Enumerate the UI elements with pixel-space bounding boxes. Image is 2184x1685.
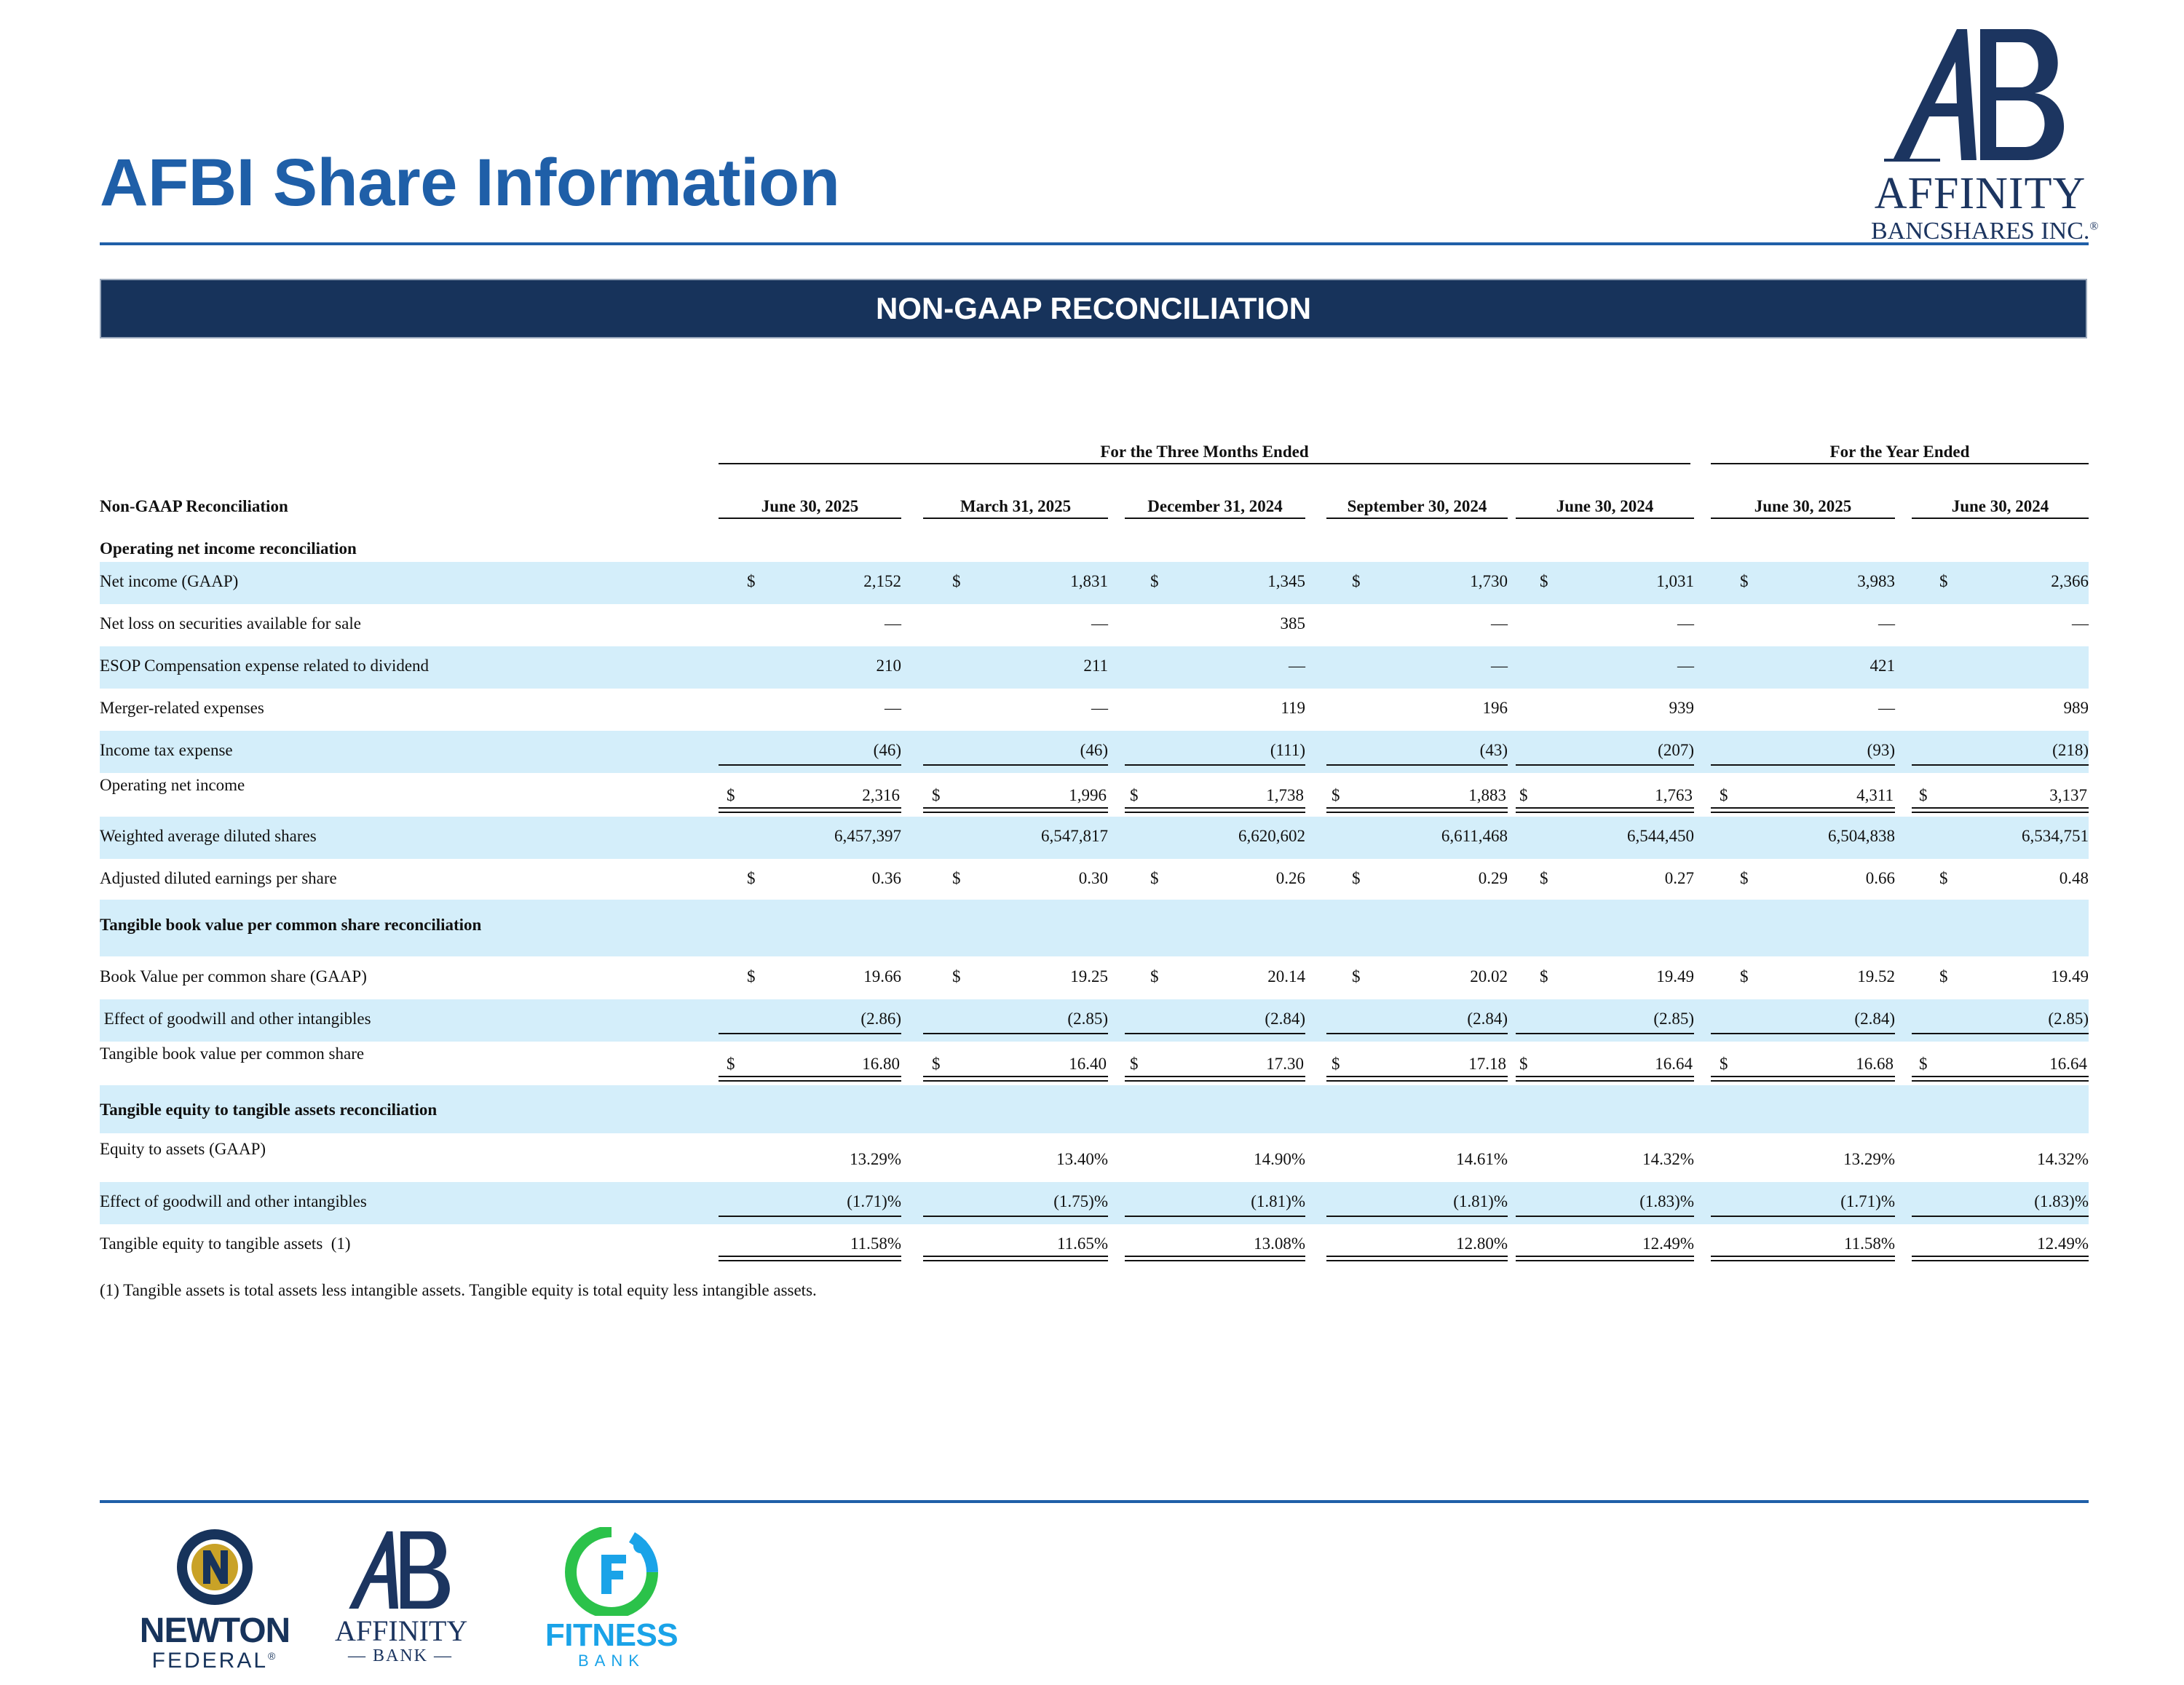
subtotal-underline xyxy=(719,1216,901,1217)
table-cell: 421 xyxy=(1870,657,1895,675)
currency-symbol: $ xyxy=(1919,1055,1928,1073)
total-underline xyxy=(923,1080,1108,1082)
table-cell: 13.40% xyxy=(1056,1150,1108,1168)
column-header: September 30, 2024 xyxy=(1347,497,1487,515)
table-cell: (111) xyxy=(1270,741,1305,759)
subtotal-underline xyxy=(923,764,1108,766)
affinity-bank-logo xyxy=(335,1527,466,1673)
subtotal-underline xyxy=(1125,764,1305,766)
total-underline xyxy=(719,1260,901,1261)
total-underline xyxy=(1326,1256,1508,1257)
table-cell: 0.29 xyxy=(1478,869,1508,887)
currency-symbol: $ xyxy=(1540,967,1548,986)
currency-symbol: $ xyxy=(1332,1055,1340,1073)
column-header: June 30, 2025 xyxy=(761,497,859,515)
subtotal-underline xyxy=(1912,1033,2089,1034)
newton-mark-icon xyxy=(127,1527,302,1607)
currency-symbol: $ xyxy=(1130,1055,1139,1073)
total-underline xyxy=(1711,807,1895,809)
table-cell: (2.86) xyxy=(860,1010,901,1028)
total-underline xyxy=(1326,807,1508,809)
total-underline xyxy=(1516,1080,1694,1082)
table-cell: 16.40 xyxy=(1069,1055,1107,1073)
row-label: Tangible equity to tangible assets (1) xyxy=(100,1234,351,1253)
total-underline xyxy=(923,1260,1108,1261)
row-header: Non-GAAP Reconciliation xyxy=(100,497,288,515)
total-underline xyxy=(1516,1256,1694,1257)
total-underline xyxy=(1516,812,1694,813)
total-underline xyxy=(1912,807,2089,809)
table-cell: (2.84) xyxy=(1265,1010,1305,1028)
table-cell: 14.32% xyxy=(2037,1150,2089,1168)
affinity-bank-name: AFFINITY xyxy=(335,1614,468,1647)
newton-federal-logo xyxy=(127,1527,302,1673)
page-title: AFBI Share Information xyxy=(100,146,840,220)
column-underline xyxy=(719,518,901,519)
currency-symbol: $ xyxy=(1540,572,1548,590)
table-cell: (1.71)% xyxy=(847,1192,901,1210)
table-cell: — xyxy=(1677,614,1694,633)
table-cell: 13.29% xyxy=(850,1150,901,1168)
table-cell: 14.90% xyxy=(1254,1150,1305,1168)
total-underline xyxy=(1711,1256,1895,1257)
row-label: Effect of goodwill and other intangibles xyxy=(100,1010,371,1028)
section-operating: Operating net income reconciliation xyxy=(100,539,357,558)
affinity-bank-monogram-icon xyxy=(335,1527,466,1613)
row-label: Operating net income xyxy=(100,776,245,794)
table-cell: 16.64 xyxy=(1655,1055,1693,1073)
subtotal-underline xyxy=(719,764,901,766)
total-underline xyxy=(1516,1260,1694,1261)
total-underline xyxy=(719,1080,901,1082)
subtotal-underline xyxy=(1326,1216,1508,1217)
table-cell: — xyxy=(1491,614,1508,633)
table-cell: 6,620,602 xyxy=(1238,827,1305,845)
table-cell: (2.84) xyxy=(1854,1010,1895,1028)
total-underline xyxy=(1125,1080,1305,1082)
table-cell: 11.65% xyxy=(1056,1234,1108,1253)
table-cell: 196 xyxy=(1482,699,1508,717)
subtotal-underline xyxy=(1125,1216,1305,1217)
table-cell: (2.85) xyxy=(1067,1010,1108,1028)
total-underline xyxy=(1326,1076,1508,1077)
logo-sub xyxy=(1871,218,2099,245)
table-cell: 1,345 xyxy=(1267,572,1305,590)
table-cell: 385 xyxy=(1280,614,1305,633)
table-cell: 19.49 xyxy=(1656,967,1694,986)
currency-symbol: $ xyxy=(1720,786,1728,804)
header-divider xyxy=(100,242,2089,245)
table-cell: 6,611,468 xyxy=(1441,827,1508,845)
table-cell: 119 xyxy=(1281,699,1305,717)
currency-symbol: $ xyxy=(1130,786,1139,804)
total-underline xyxy=(1711,1076,1895,1077)
newton-name: NEWTON xyxy=(139,1611,290,1650)
row-label: Net income (GAAP) xyxy=(100,572,239,590)
total-underline xyxy=(1912,1256,2089,1257)
total-underline xyxy=(1125,812,1305,813)
column-underline xyxy=(1516,518,1694,519)
row-label: ESOP Compensation expense related to dividend xyxy=(100,657,430,675)
total-underline xyxy=(1326,812,1508,813)
total-underline xyxy=(1912,1076,2089,1077)
table-cell: 1,031 xyxy=(1656,572,1694,590)
logo-reg: ® xyxy=(2089,220,2099,233)
total-underline xyxy=(1711,1260,1895,1261)
table-cell: 3,137 xyxy=(2049,786,2087,804)
currency-symbol: $ xyxy=(1352,869,1361,887)
table-cell: 6,544,450 xyxy=(1627,827,1694,845)
table-cell: 1,730 xyxy=(1470,572,1508,590)
currency-symbol: $ xyxy=(952,967,961,986)
row-label: Adjusted diluted earnings per share xyxy=(100,869,337,887)
table-cell: — xyxy=(885,614,901,633)
row-label: Net loss on securities available for sale xyxy=(100,614,361,633)
currency-symbol: $ xyxy=(747,967,756,986)
table-cell: — xyxy=(1878,614,1895,633)
table-cell: 1,738 xyxy=(1266,786,1304,804)
table-cell: 17.30 xyxy=(1266,1055,1304,1073)
total-underline xyxy=(1516,1076,1694,1077)
total-underline xyxy=(923,807,1108,809)
table-cell: 211 xyxy=(1083,657,1108,675)
total-underline xyxy=(719,1256,901,1257)
table-cell: 19.52 xyxy=(1857,967,1895,986)
table-cell: (2.85) xyxy=(1653,1010,1694,1028)
table-cell: 0.66 xyxy=(1865,869,1895,887)
table-cell: 2,316 xyxy=(862,786,900,804)
total-underline xyxy=(1326,1260,1508,1261)
total-underline xyxy=(1912,1080,2089,1082)
table-cell: 14.32% xyxy=(1642,1150,1694,1168)
row-label: Equity to assets (GAAP) xyxy=(100,1140,266,1158)
row-label: Merger-related expenses xyxy=(100,699,264,717)
subtotal-underline xyxy=(1125,1033,1305,1034)
table-cell: 12.49% xyxy=(2037,1234,2089,1253)
table-cell: 12.49% xyxy=(1642,1234,1694,1253)
subtotal-underline xyxy=(1326,764,1508,766)
currency-symbol: $ xyxy=(1519,1055,1528,1073)
table-cell: 0.26 xyxy=(1275,869,1305,887)
subtotal-underline xyxy=(1516,764,1694,766)
section-banner: NON-GAAP RECONCILIATION xyxy=(100,279,2087,338)
currency-symbol: $ xyxy=(932,1055,941,1073)
table-cell: 20.02 xyxy=(1470,967,1508,986)
fitness-mark-icon xyxy=(539,1527,684,1616)
column-header: June 30, 2024 xyxy=(1556,497,1654,515)
table-cell: — xyxy=(1677,657,1694,675)
table-cell: 1,883 xyxy=(1468,786,1506,804)
total-underline xyxy=(1125,1260,1305,1261)
total-underline xyxy=(1125,1076,1305,1077)
table-cell: 19.66 xyxy=(863,967,901,986)
column-header: June 30, 2024 xyxy=(1951,497,2049,515)
currency-symbol: $ xyxy=(1740,869,1749,887)
table-cell: 3,983 xyxy=(1857,572,1895,590)
ab-monogram-icon xyxy=(1871,22,2089,167)
table-cell: (46) xyxy=(873,741,901,759)
subtotal-underline xyxy=(1711,764,1895,766)
subtotal-underline xyxy=(1711,1033,1895,1034)
currency-symbol: $ xyxy=(1352,967,1361,986)
table-cell: 0.48 xyxy=(2059,869,2089,887)
table-cell: (1.81)% xyxy=(1453,1192,1508,1210)
table-cell: 989 xyxy=(2063,699,2089,717)
table-cell: — xyxy=(1491,657,1508,675)
table-cell: (2.84) xyxy=(1467,1010,1508,1028)
logo-name: AFFINITY xyxy=(1874,169,2086,218)
currency-symbol: $ xyxy=(727,1055,735,1073)
currency-symbol: $ xyxy=(747,869,756,887)
subtotal-underline xyxy=(719,1033,901,1034)
table-cell: (43) xyxy=(1479,741,1508,759)
table-cell: — xyxy=(2072,614,2089,633)
row-label: Book Value per common share (GAAP) xyxy=(100,967,367,986)
affinity-bank-sub: — BANK — xyxy=(347,1646,453,1665)
table-cell: 1,831 xyxy=(1070,572,1108,590)
table-cell: 20.14 xyxy=(1267,967,1305,986)
currency-symbol: $ xyxy=(1150,967,1159,986)
currency-symbol: $ xyxy=(1939,967,1948,986)
column-underline xyxy=(923,518,1108,519)
total-underline xyxy=(719,807,901,809)
table-cell: 0.36 xyxy=(871,869,901,887)
newton-sub-text: FEDERAL xyxy=(151,1649,269,1673)
row-label: Income tax expense xyxy=(100,741,233,759)
total-underline xyxy=(1912,812,2089,813)
table-cell: (1.83)% xyxy=(2034,1192,2089,1210)
currency-symbol: $ xyxy=(1720,1055,1728,1073)
row-label: Weighted average diluted shares xyxy=(100,827,317,845)
newton-reg: ® xyxy=(268,1650,278,1662)
table-cell: 2,366 xyxy=(2051,572,2089,590)
column-underline xyxy=(1125,518,1305,519)
total-underline xyxy=(1125,1256,1305,1257)
table-cell: 19.49 xyxy=(2051,967,2089,986)
table-cell: 19.25 xyxy=(1070,967,1108,986)
total-underline xyxy=(923,812,1108,813)
subtotal-underline xyxy=(1711,1216,1895,1217)
total-underline xyxy=(1711,812,1895,813)
total-underline xyxy=(1326,1080,1508,1082)
total-underline xyxy=(719,1076,901,1077)
table-cell: 2,152 xyxy=(863,572,901,590)
table-cell: (218) xyxy=(2052,741,2089,759)
table-cell: — xyxy=(1289,657,1305,675)
table-cell: — xyxy=(885,699,901,717)
table-cell: 11.58% xyxy=(1843,1234,1895,1253)
table-cell: 6,534,751 xyxy=(2022,827,2089,845)
table-cell: 0.27 xyxy=(1664,869,1694,887)
subtotal-underline xyxy=(1516,1033,1694,1034)
table-cell: 12.80% xyxy=(1456,1234,1508,1253)
currency-symbol: $ xyxy=(1332,786,1340,804)
table-cell: 1,763 xyxy=(1655,786,1693,804)
currency-symbol: $ xyxy=(1352,572,1361,590)
column-underline xyxy=(1912,518,2089,519)
table-cell: (207) xyxy=(1658,741,1694,759)
total-underline xyxy=(719,812,901,813)
column-underline xyxy=(1326,518,1508,519)
subtotal-underline xyxy=(1326,1033,1508,1034)
currency-symbol: $ xyxy=(1939,869,1948,887)
table-cell: 16.80 xyxy=(862,1055,900,1073)
table-cell: (1.83)% xyxy=(1639,1192,1694,1210)
table-cell: 13.08% xyxy=(1254,1234,1305,1253)
table-cell: — xyxy=(1878,699,1895,717)
currency-symbol: $ xyxy=(952,869,961,887)
total-underline xyxy=(1125,807,1305,809)
logo-sub-text: BANCSHARES INC. xyxy=(1871,218,2090,245)
group-header-three-months: For the Three Months Ended xyxy=(1100,443,1309,461)
table-cell: 1,996 xyxy=(1069,786,1107,804)
table-cell: 6,457,397 xyxy=(834,827,901,845)
table-cell: 14.61% xyxy=(1456,1150,1508,1168)
table-cell: — xyxy=(1091,699,1108,717)
currency-symbol: $ xyxy=(1519,786,1528,804)
column-header: June 30, 2025 xyxy=(1754,497,1852,515)
table-cell: (1.81)% xyxy=(1251,1192,1305,1210)
subtotal-underline xyxy=(1912,1216,2089,1217)
subtotal-underline xyxy=(923,1033,1108,1034)
row-label: Tangible book value per common share xyxy=(100,1044,365,1063)
fitness-sub: BANK xyxy=(578,1652,645,1670)
currency-symbol: $ xyxy=(1150,869,1159,887)
table-cell: 13.29% xyxy=(1843,1150,1895,1168)
column-header: December 31, 2024 xyxy=(1147,497,1283,515)
table-cell: 4,311 xyxy=(1856,786,1894,804)
currency-symbol: $ xyxy=(1740,572,1749,590)
column-underline xyxy=(1711,518,1895,519)
table-cell: (46) xyxy=(1080,741,1108,759)
table-cell: (93) xyxy=(1867,741,1895,759)
newton-sub xyxy=(127,1649,302,1673)
table-cell: 17.18 xyxy=(1468,1055,1506,1073)
table-cell: 16.68 xyxy=(1856,1055,1894,1073)
total-underline xyxy=(923,1076,1108,1077)
currency-symbol: $ xyxy=(1540,869,1548,887)
currency-symbol: $ xyxy=(747,572,756,590)
footnote: (1) Tangible assets is total assets less intangible assets. Tangible equity is total equity less intangible assets. xyxy=(100,1281,817,1299)
currency-symbol: $ xyxy=(1740,967,1749,986)
affinity-bancshares-logo xyxy=(1871,22,2099,245)
table-cell: 16.64 xyxy=(2049,1055,2087,1073)
currency-symbol: $ xyxy=(1150,572,1159,590)
total-underline xyxy=(1711,1080,1895,1082)
subtotal-underline xyxy=(1912,764,2089,766)
table-cell: (1.75)% xyxy=(1053,1192,1108,1210)
total-underline xyxy=(1516,807,1694,809)
section-tangible-equity: Tangible equity to tangible assets reconciliation xyxy=(100,1101,438,1119)
row-label: Effect of goodwill and other intangibles xyxy=(100,1192,367,1210)
currency-symbol: $ xyxy=(952,572,961,590)
fitness-bank-logo xyxy=(539,1527,684,1673)
footer-divider xyxy=(100,1500,2089,1503)
group-underline xyxy=(1711,463,2089,464)
table-cell: 11.58% xyxy=(850,1234,901,1253)
currency-symbol: $ xyxy=(1939,572,1948,590)
total-underline xyxy=(923,1256,1108,1257)
group-header-year: For the Year Ended xyxy=(1829,443,1970,461)
table-cell: 6,547,817 xyxy=(1041,827,1108,845)
table-cell: (2.85) xyxy=(2048,1010,2089,1028)
currency-symbol: $ xyxy=(727,786,735,804)
subtotal-underline xyxy=(923,1216,1108,1217)
currency-symbol: $ xyxy=(932,786,941,804)
subtotal-underline xyxy=(1516,1216,1694,1217)
table-cell: (1.71)% xyxy=(1840,1192,1895,1210)
total-underline xyxy=(1912,1260,2089,1261)
table-cell: 939 xyxy=(1669,699,1694,717)
table-cell: 210 xyxy=(876,657,901,675)
table-cell: — xyxy=(1091,614,1108,633)
currency-symbol: $ xyxy=(1919,786,1928,804)
section-tangible-book: Tangible book value per common share reconciliation xyxy=(100,916,482,934)
table-cell: 0.30 xyxy=(1078,869,1108,887)
table-cell: 6,504,838 xyxy=(1828,827,1895,845)
column-header: March 31, 2025 xyxy=(960,497,1072,515)
fitness-name: FITNESS xyxy=(545,1617,678,1653)
group-underline xyxy=(719,463,1690,464)
